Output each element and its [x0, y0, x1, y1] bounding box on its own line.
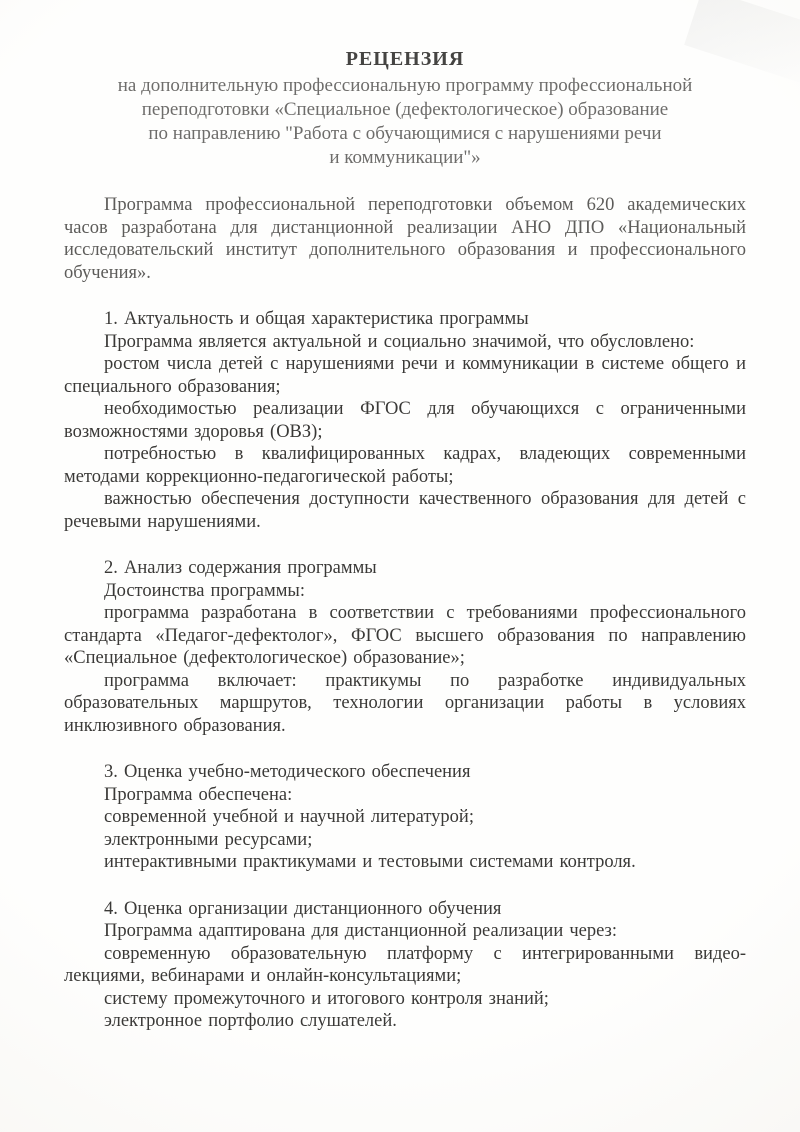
subtitle-line: переподготовки «Специальное (дефектологическое) образование	[141, 99, 669, 120]
list-item: важностью обеспечения доступности качественного образования для детей с речевыми нарушениями.	[64, 489, 746, 532]
document-content	[64, 46, 746, 1033]
paragraph: Программа является актуальной и социально значимой, что обусловлено:	[104, 331, 695, 352]
list-item: электронное портфолио слушателей.	[104, 1011, 397, 1031]
section-3-heading: 3. Оценка учебно-методического обеспечения	[104, 762, 471, 782]
subtitle-line: на дополнительную профессиональную программу профессиональной	[117, 75, 693, 96]
list-item: ростом числа детей с нарушениями речи и коммуникации в системе общего и специального образования;	[64, 354, 746, 397]
subtitle-line: и коммуникации"»	[329, 147, 481, 168]
section-4-heading: 4. Оценка организации дистанционного обучения	[104, 898, 502, 919]
section-1-heading: 1. Актуальность и общая характеристика программы	[104, 309, 529, 329]
section-2-heading: 2. Анализ содержания программы	[104, 558, 377, 578]
list-item: систему промежуточного и итогового контроля знаний;	[104, 988, 549, 1009]
paragraph: Достоинства программы:	[104, 580, 305, 601]
intro-paragraph: Программа профессиональной переподготовки объемом 620 академических часов разработана для дистанционной реализации АНО ДПО «Национальный исследовательский институт дополнительного образования и профессионального обучения».	[64, 195, 746, 283]
list-item: современную образовательную платформу с интегрированными видео-лекциями, вебинарами и онлайн-консультациями;	[64, 943, 746, 986]
list-item: электронными ресурсами;	[104, 829, 313, 850]
list-item: программа включает: практикумы по разработке индивидуальных образовательных маршрутов, технологии организации работы в условиях инклюзивного образования.	[64, 670, 746, 736]
list-item: необходимостью реализации ФГОС для обучающихся с ограниченными возможностями здоровья (ОВЗ);	[64, 399, 746, 442]
document-body	[64, 194, 746, 1033]
subtitle-line: по направлению "Работа с обучающимися с нарушениями речи	[148, 123, 662, 144]
document-title: РЕЦЕНЗИЯ	[345, 48, 465, 70]
list-item: интерактивными практикумами и тестовыми системами контроля.	[104, 852, 636, 872]
paragraph: Программа обеспечена:	[104, 784, 293, 805]
document-subtitle	[64, 74, 746, 170]
list-item: программа разработана в соответствии с требованиями профессионального стандарта «Педагог-дефектолог», ФГОС высшего образования по направлению «Специальное (дефектологическое) образование»;	[64, 603, 746, 668]
paragraph: Программа адаптирована для дистанционной реализации через:	[104, 921, 617, 941]
list-item: современной учебной и научной литературой;	[104, 807, 474, 827]
list-item: потребностью в квалифицированных кадрах, владеющих современными методами коррекционно-педагогической работы;	[64, 444, 746, 487]
